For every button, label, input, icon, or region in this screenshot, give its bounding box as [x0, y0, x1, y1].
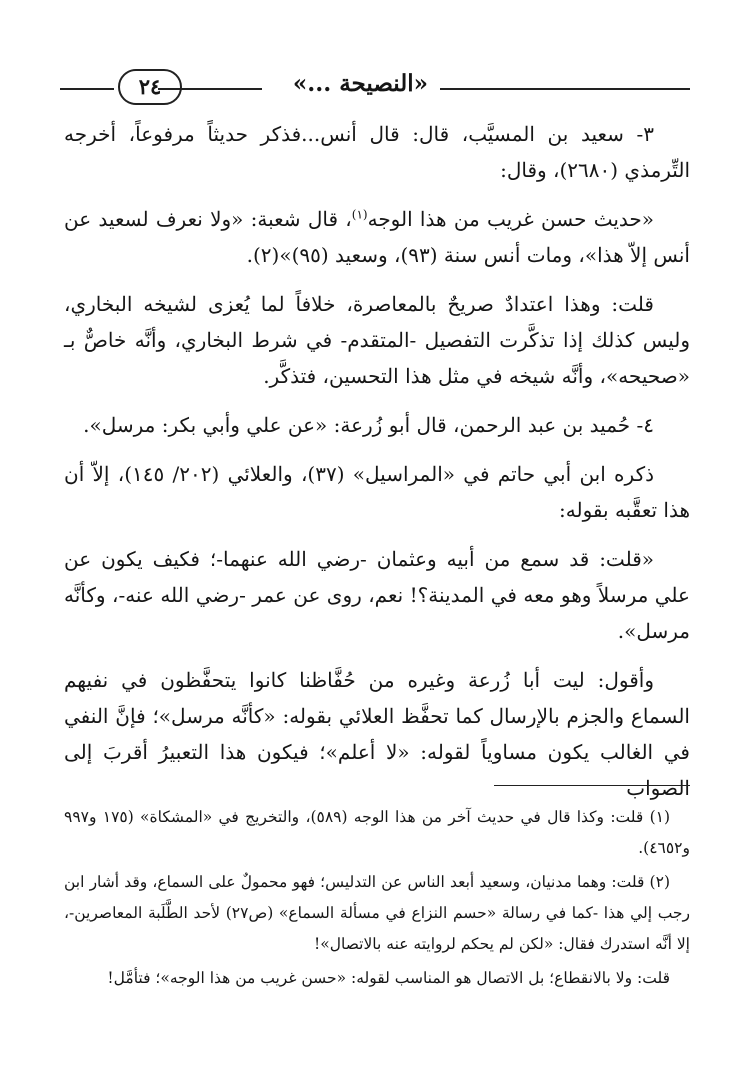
footnotes	[64, 802, 690, 997]
paragraph: «حديث حسن غريب من هذا الوجه$^{(١)}$، قال شعبة: «ولا نعرف لسعيد عن أنس إلاّ هذا»، ومات أنس سنة (٩٣)، وسعيد (٩٥)»(٢).	[64, 207, 690, 267]
footnote-marker: (١)	[351, 207, 368, 222]
footnote: قلت: ولا بالانقطاع؛ بل الاتصال هو المناسب لقوله: «حسن غريب من هذا الوجه»؛ فتأمَّل!	[107, 969, 670, 987]
paragraph: ٣- سعيد بن المسيَّب، قال: قال أنس...فذكر حديثاً مرفوعاً، أخرجه التِّرمذي (٢٦٨٠)، وقال:	[64, 122, 690, 182]
running-title: «النصيحة ...»	[292, 70, 428, 97]
page-number: ٢٤	[118, 69, 182, 105]
footnote-separator	[494, 785, 690, 786]
paragraph: ٤- حُميد بن عبد الرحمن، قال أبو زُرعة: «عن علي وأبي بكر: مرسل».	[83, 413, 654, 437]
paragraph: «قلت: قد سمع من أبيه وعثمان -رضي الله عنهما-؛ فكيف يكون عن علي مرسلاً وهو معه في المدينة؟! نعم، روى عن عمر -رضي الله عنه-، وكأنَّه مرسل».	[64, 547, 690, 643]
main-text	[64, 116, 690, 819]
header-rule-left	[60, 88, 114, 90]
footnote: (١) قلت: وكذا قال في حديث آخر من هذا الوجه (٥٨٩)، والتخريج في «المشكاة» (١٧٥ و٩٩٧ و٤٦٥٢).	[64, 808, 690, 857]
paragraph: وأقول: ليت أبا زُرعة وغيره من حُفَّاظنا كانوا يتحفَّظون في نفيهم السماع والجزم بالإرسال كما تحفَّظ العلائي بقوله: «كأنَّه مرسل»؛ فإنَّ النفي في الغالب يكون مساوياً لقوله: «لا أعلم»؛ فيكون هذا التعبيرُ أقربَ إلى الصواب	[64, 668, 690, 800]
header-rule-right	[440, 88, 690, 90]
paragraph: قلت: وهذا اعتدادٌ صريحٌ بالمعاصرة، خلافاً لما يُعزى لشيخه البخاري، وليس كذلك إذا تذكَّرت التفصيل -المتقدم- في شرط البخاري، وأنَّه خاصٌّ بـ «صحيحه»، وأنَّه شيخه في مثل هذا التحسين، فتذكَّر.	[64, 292, 690, 388]
page-header	[60, 66, 690, 110]
paragraph: ذكره ابن أبي حاتم في «المراسيل» (٣٧)، والعلائي (٢٠٢/ ١٤٥)، إلاّ أن هذا تعقَّبه بقوله:	[64, 462, 690, 522]
footnote: (٢) قلت: وهما مدنيان، وسعيد أبعد الناس عن التدليس؛ فهو محمولٌ على السماع، وقد أشار ابن رجب إلي هذا -كما في رسالة «حسم النزاع في مسألة السماع» (ص٢٧) لأحد الطَّلَبة المعاصرين-، إلا أنَّه استدرك فقال: «لكن لم يحكم لروايته عنه بالاتصال»!	[64, 873, 690, 953]
